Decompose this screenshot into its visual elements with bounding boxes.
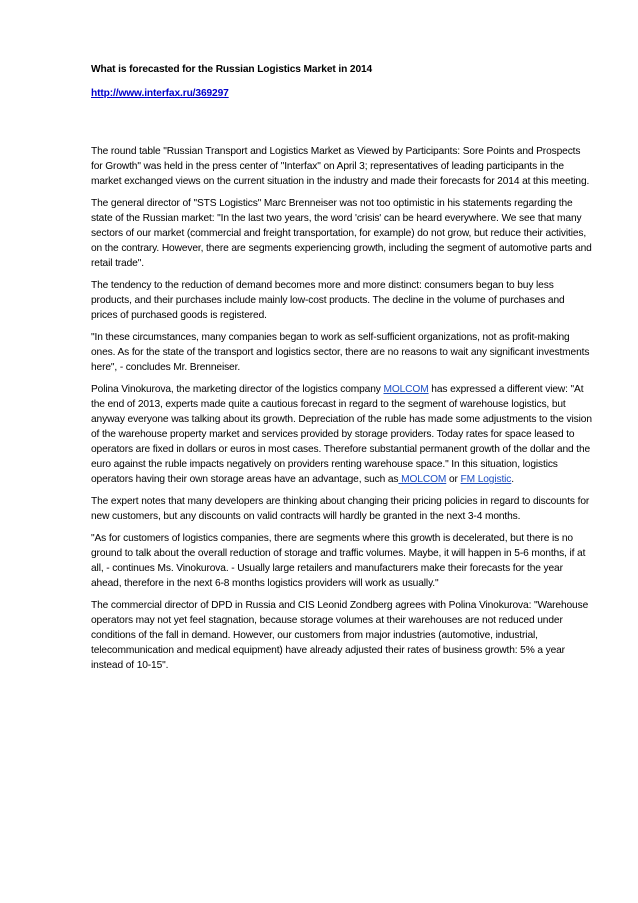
paragraph-sts-logistics: The general director of "STS Logistics" Marc Brenneiser was not too optimistic in his statements regarding the state of the Russian market: "In the last two years, the word 'crisis' can be heard everywhere. We see that many sectors of our market (commercial and freight transportation, for example) do not grow, but reduce their activities, on the contrary. However, there are segments experiencing growth, including the segment of automotive parts and retail trade". xyxy=(91,198,592,269)
paragraph-text: has expressed a different view: "At the end of 2013, experts made quite a cautious forecast in regard to the segment of warehouse logistics, but anyway everyone was talking about its growth. Depreciation of the ruble has made some adjustments to the vision of the warehouse property market and services provided by storage providers. Today rates for space leased to operators are fixed in dollars or euros in most cases. Therefore substantial permanent growth of the dollar and the euro against the ruble impacts negatively on providers renting warehouse space." In this situation, logistics operators having their own storage areas have an advantage, such as xyxy=(91,384,592,485)
article-title: What is forecasted for the Russian Logistics Market in 2014 xyxy=(91,64,373,75)
molcom-link-second[interactable]: MOLCOM xyxy=(398,474,447,485)
fm-logistic-link[interactable]: FM Logistic xyxy=(460,474,512,485)
paragraph-round-table: The round table "Russian Transport and Logistics Market as Viewed by Participants: Sore Points and Prospects for Growth" was held in the press center of "Interfax" on April 3; representatives of leading participants in the market exchanged views on the current situation in the industry and made their forecasts for 2014 at this meeting. xyxy=(91,146,590,187)
source-link[interactable]: http://www.interfax.ru/369297 xyxy=(91,88,229,99)
paragraph-text: or xyxy=(446,474,461,485)
paragraph-vinokurova xyxy=(91,382,593,487)
molcom-link[interactable]: MOLCOM xyxy=(383,384,429,395)
paragraph-text: . xyxy=(511,474,514,485)
paragraph-brenneiser-quote: "In these circumstances, many companies began to work as self-sufficient organizations, not as profit-making ones. As for the state of the transport and logistics sector, there are no reasons to wait any significant investments here", - concludes Mr. Brenneiser. xyxy=(91,332,590,373)
paragraph-customers-quote: "As for customers of logistics companies, there are segments where this growth is decelerated, but there is no ground to talk about the overall reduction of storage and traffic volumes. Maybe, it will happen in 5-6 months, if at all, - continues Ms. Vinokurova. - Usually large retailers and manufacturers make their forecasts for the year ahead, therefore in the next 6-8 months logistics providers will work as usually." xyxy=(91,533,586,589)
paragraph-pricing-policies: The expert notes that many developers are thinking about changing their pricing policies in regard to discounts for new customers, but any discounts on valid contracts will hardly be granted in the next 3-4 months. xyxy=(91,496,590,522)
paragraph-demand-reduction: The tendency to the reduction of demand becomes more and more distinct: consumers began to buy less products, and their purchases include mainly low-cost products. The decline in the volume of purchases and prices of purchased goods is registered. xyxy=(91,280,565,321)
document-page xyxy=(91,62,593,680)
paragraph-text: Polina Vinokurova, the marketing director of the logistics company xyxy=(91,384,384,395)
paragraph-dpd-zondberg: The commercial director of DPD in Russia and CIS Leonid Zondberg agrees with Polina Vinokurova: "Warehouse operators may not yet feel stagnation, because storage volumes at their warehouses are not reduced under conditions of the fall in demand. However, our customers from major industries (automotive, industrial, telecommunication and medical equipment) have already adjusted their rates of business growth: 5% a year instead of 10-15". xyxy=(91,600,589,671)
